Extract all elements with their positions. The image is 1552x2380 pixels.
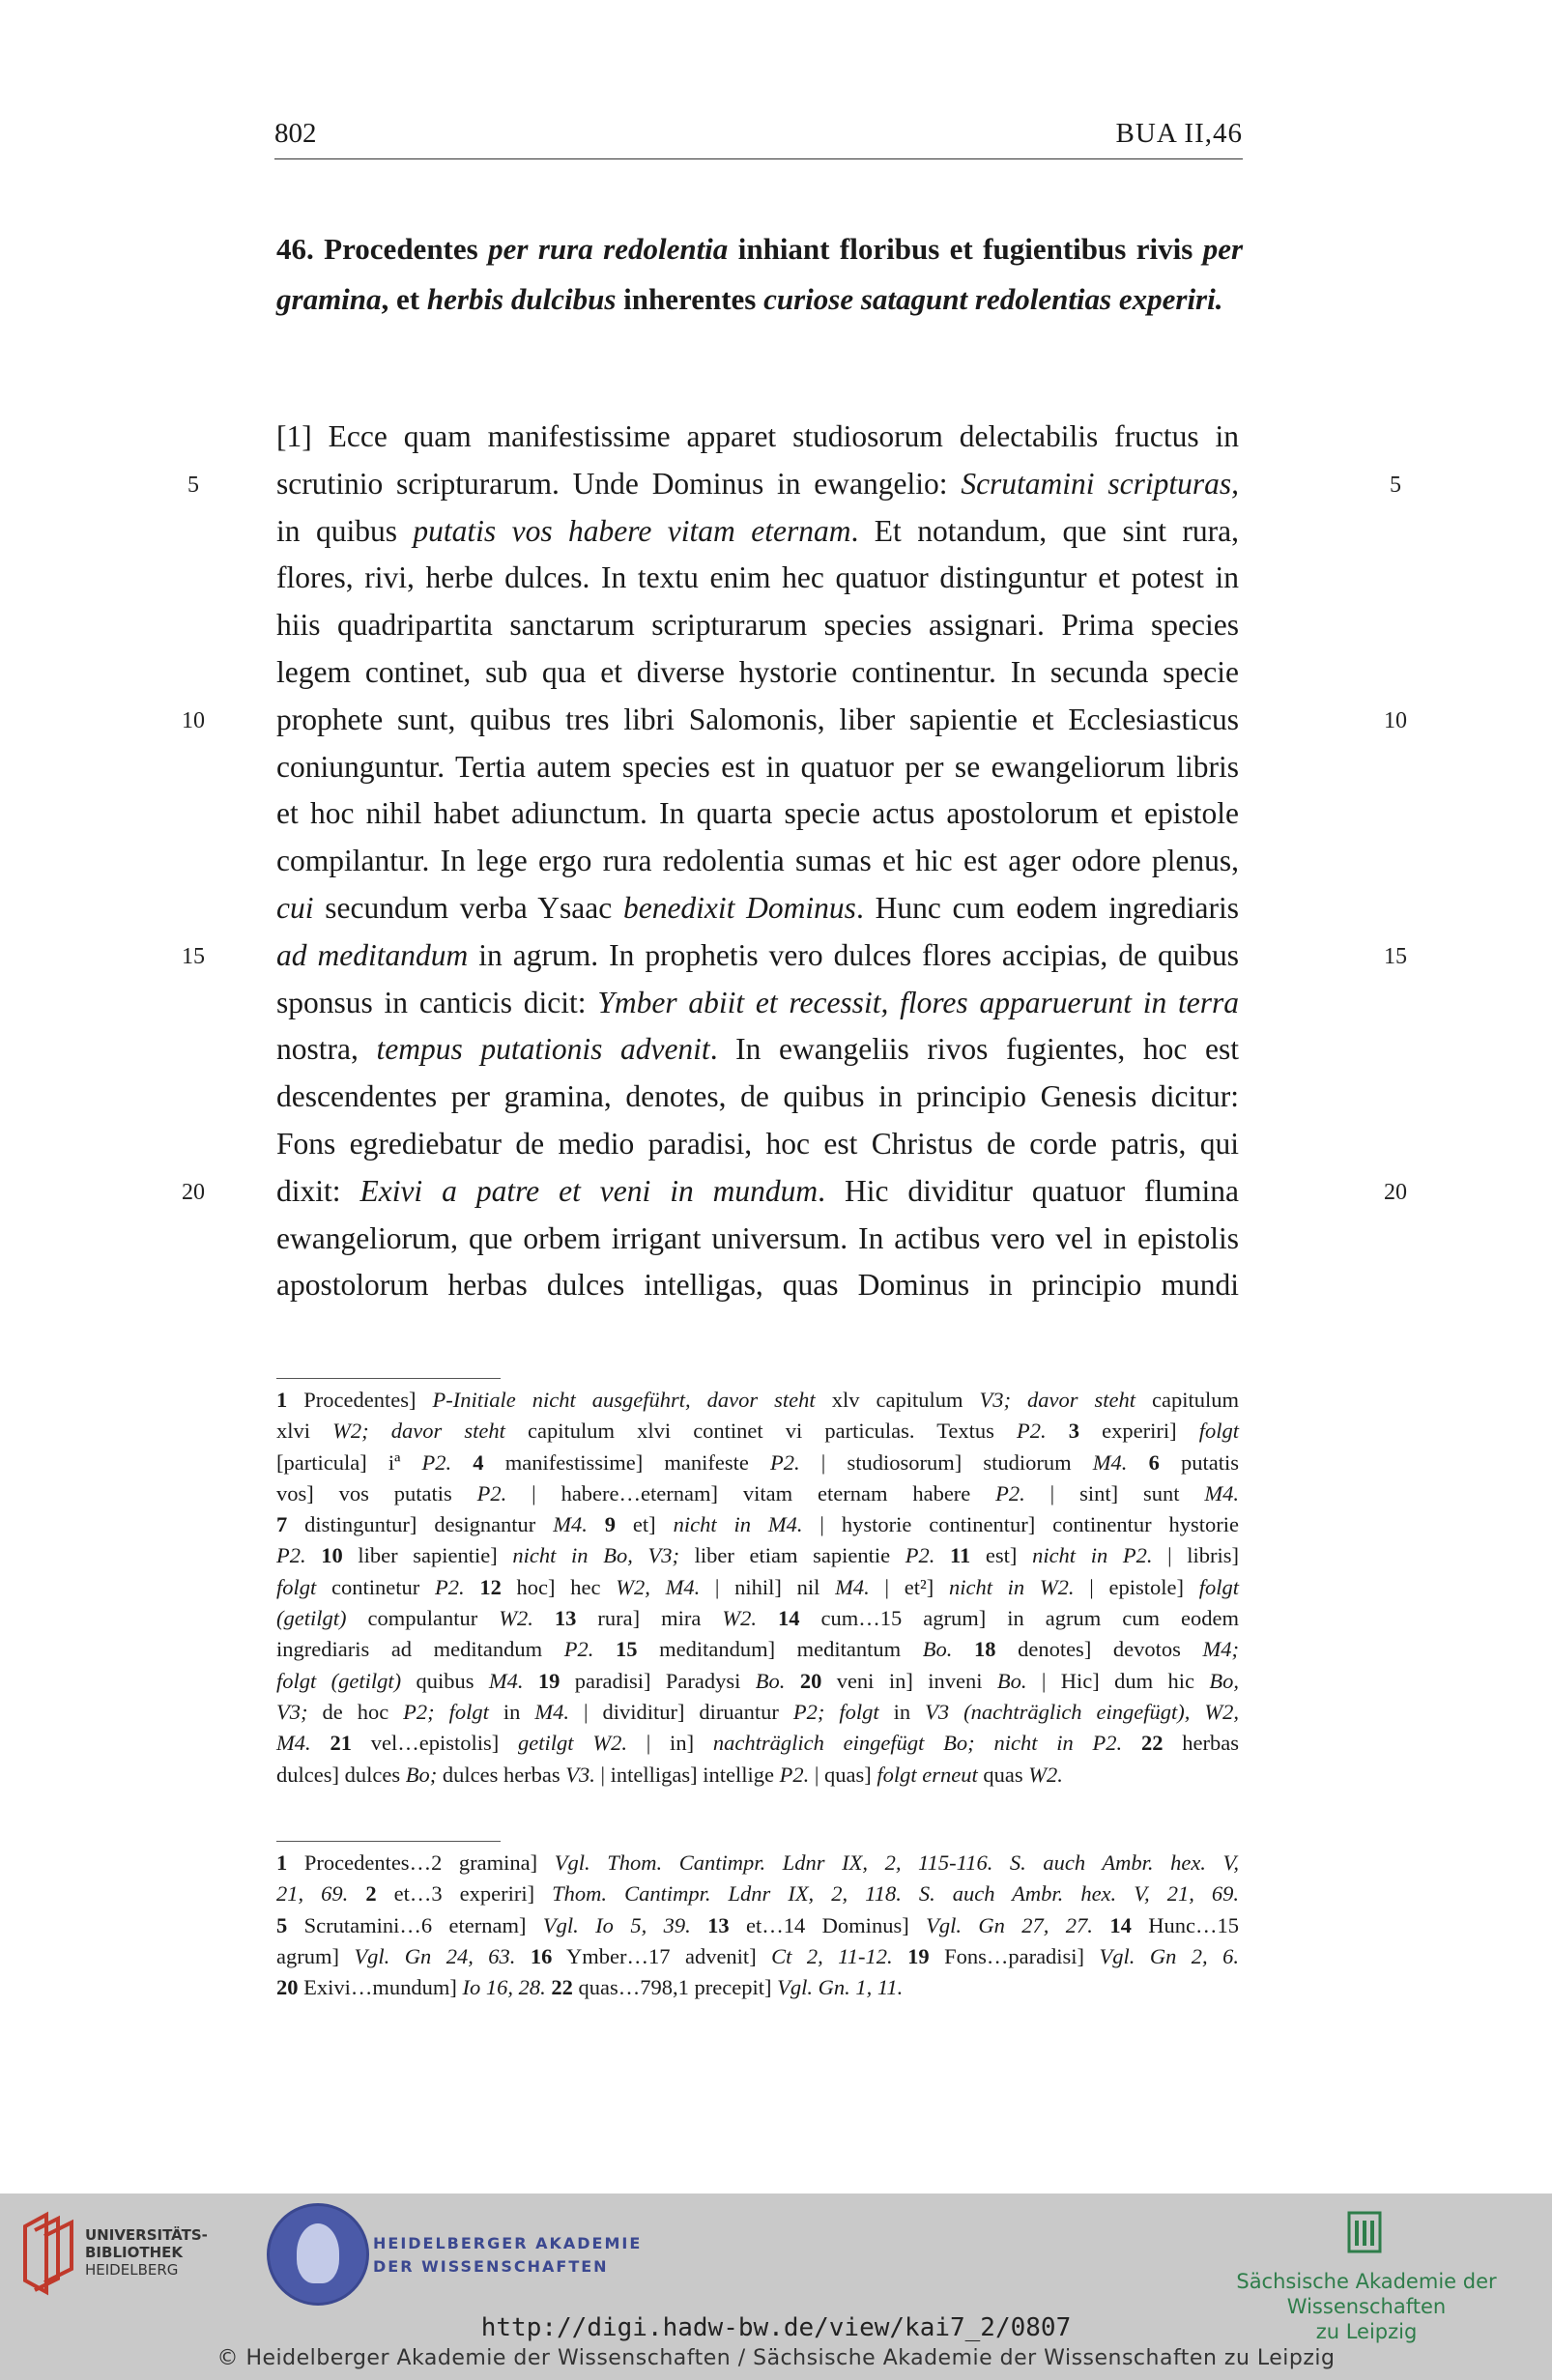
italic-text-run: Vgl. Gn 24, 63. [354, 1943, 516, 1968]
line-number-left: 20 [182, 1180, 205, 1205]
text-line [276, 980, 1239, 1027]
text-line [276, 1121, 1239, 1168]
text-line [276, 932, 1239, 980]
text-run: Scrutamini…6 eternam] [287, 1912, 543, 1937]
text-run: | libris] [1152, 1543, 1240, 1568]
italic-text-run: nicht in M4. [673, 1512, 803, 1537]
italic-text-run: M4. [488, 1668, 524, 1693]
italic-text-run: P2. [769, 1449, 800, 1475]
italic-text-run: W2; davor steht [332, 1419, 505, 1444]
text-run: liber etiam sapientie [678, 1543, 905, 1568]
text-run: | intelligas] intellige [594, 1762, 780, 1787]
note-line-ref: 14 [778, 1606, 800, 1631]
text-line [276, 1168, 1239, 1216]
italic-text-run: per rura redolentia [488, 232, 729, 266]
text-run: flores, rivi, herbe dulces. In textu enim hec quatuor distinguntur et potest in [276, 560, 1239, 595]
text-line [276, 790, 1239, 838]
text-run: quas…798,1 precepit] [572, 1975, 778, 2000]
text-run: . Hunc cum eodem ingrediaris [855, 890, 1239, 925]
note-line-ref: 7 [276, 1512, 288, 1537]
text-run [1122, 1731, 1141, 1755]
copyright-notice: © Heidelberger Akademie der Wissenschaften / Sächsische Akademie der Wissenschaften zu Leipzig [216, 2346, 1336, 2370]
italic-text-run: Vgl. Gn. 1, 11. [777, 1975, 904, 2000]
note-line-ref: 16 [530, 1943, 553, 1968]
text-run: | quas] [809, 1762, 877, 1787]
footer-banner [0, 2194, 1552, 2380]
text-run: | epistole] [1074, 1574, 1199, 1599]
text-run: est] [970, 1543, 1033, 1568]
hadw-name-line: DER WISSENSCHAFTEN [373, 2257, 609, 2276]
line-number-right: 5 [1390, 473, 1401, 498]
text-run: meditandum] meditantum [637, 1637, 923, 1662]
text-run: Ymber…17 advenit] [552, 1943, 772, 1968]
note-line [276, 1416, 1239, 1447]
italic-text-run: curiose satagunt redolentias experiri. [763, 282, 1223, 316]
text-line [276, 1026, 1239, 1074]
text-run: herbas [1163, 1731, 1240, 1756]
note-line-ref: 1 [276, 1388, 288, 1412]
text-run: capitulum [1135, 1388, 1240, 1412]
italic-text-run: P2. [1017, 1419, 1047, 1444]
text-run: compilantur. In lege ergo rura redolentia sumas et hic est ager odore plenus, [276, 844, 1239, 878]
note-line [276, 1448, 1239, 1478]
note-line-ref: 19 [907, 1943, 930, 1968]
italic-text-run: nachträglich eingefügt Bo; nicht in P2. [712, 1731, 1123, 1756]
note-line-ref: 11 [950, 1543, 971, 1568]
text-line [276, 1216, 1239, 1263]
line-number-right: 15 [1384, 944, 1407, 969]
ub-name-line: UNIVERSITÄTS- [85, 2226, 208, 2244]
hadw-logo[interactable] [267, 2203, 653, 2309]
hadw-name-line: HEIDELBERGER AKADEMIE [373, 2234, 643, 2252]
note-line-ref: 9 [604, 1512, 617, 1537]
italic-text-run: Bo. [922, 1637, 953, 1662]
text-run: Fons egrediebatur de medio paradisi, hoc est Christus de corde patris, qui [276, 1126, 1239, 1161]
text-line [276, 697, 1239, 744]
italic-text-run: per gramina [276, 232, 1244, 316]
italic-text-run: Vgl. Io 5, 39. [542, 1912, 691, 1937]
italic-text-run: nicht in P2. [1032, 1543, 1153, 1568]
text-run: agrum] [276, 1943, 355, 1968]
text-run [1093, 1913, 1109, 1937]
text-run: | nihil] nil [700, 1574, 836, 1599]
ub-name-line: HEIDELBERG [85, 2261, 179, 2279]
italic-text-run: W2. [1028, 1762, 1063, 1787]
note-line-ref: 10 [321, 1543, 343, 1568]
text-run [593, 1637, 616, 1661]
text-run: | dividitur] diruantur [569, 1699, 793, 1724]
text-run: | sint] sunt [1024, 1480, 1205, 1505]
note-line-ref: 2 [365, 1881, 377, 1907]
italic-text-run: nicht in Bo, V3; [512, 1543, 679, 1568]
note-line [276, 1910, 1239, 1941]
apparatus-divider [276, 1378, 501, 1379]
text-run: Procedentes] [287, 1388, 433, 1412]
note-line-ref: 21 [330, 1731, 352, 1756]
text-line [276, 508, 1239, 556]
text-run: compulantur [346, 1606, 500, 1631]
source-apparatus [276, 1848, 1239, 2003]
note-line-ref: 12 [479, 1574, 502, 1599]
italic-text-run: nicht in W2. [948, 1574, 1075, 1599]
text-run [465, 1575, 480, 1599]
note-line [276, 1572, 1239, 1603]
italic-text-run: getilgt W2. [518, 1731, 627, 1756]
text-run: in [488, 1699, 535, 1724]
italic-text-run: P2. [421, 1449, 452, 1475]
text-run: | in] [626, 1731, 713, 1756]
note-line [276, 1848, 1239, 1878]
saw-name-line: zu Leipzig [1315, 2320, 1418, 2343]
text-run: apostolorum herbas dulces intelligas, quas Dominus in principio mundi [276, 1268, 1239, 1303]
text-run: et] [616, 1512, 674, 1537]
note-line-ref: 18 [973, 1637, 996, 1662]
line-number-left: 15 [182, 944, 205, 969]
note-line [276, 1666, 1239, 1697]
italic-text-run: folgt erneut [877, 1762, 978, 1787]
text-run: hiis quadripartita sanctarum scripturarum species assignari. Prima species [276, 608, 1239, 643]
text-run [306, 1543, 322, 1567]
note-line [276, 1603, 1239, 1634]
text-run: vos] vos putatis [276, 1480, 477, 1505]
italic-text-run: M4. [553, 1512, 588, 1537]
text-run: nostra, [276, 1032, 377, 1067]
text-run: coniunguntur. Tertia autem species est in quatuor per se ewangeliorum libris [276, 749, 1239, 784]
text-line [276, 1074, 1239, 1121]
italic-text-run: Bo; [405, 1762, 438, 1787]
italic-text-run: Exivi a patre et veni in mundum [359, 1173, 819, 1208]
text-run [533, 1606, 555, 1630]
ub-logo-icon [19, 2211, 79, 2296]
italic-text-run: putatis vos habere vitam eternam [413, 513, 851, 548]
text-run: cum…15 agrum] in agrum cum eodem [799, 1606, 1239, 1631]
note-line-ref: 5 [276, 1912, 288, 1937]
italic-text-run: ad meditandum [276, 937, 469, 972]
note-line [276, 1478, 1239, 1509]
ub-heidelberg-logo[interactable] [19, 2211, 222, 2298]
text-run: xlv capitulum [815, 1388, 980, 1412]
note-line [276, 1634, 1239, 1665]
note-line [276, 1760, 1239, 1791]
italic-text-run: M4; [1202, 1637, 1240, 1662]
italic-text-run: Bo, [1209, 1668, 1239, 1693]
text-line [276, 838, 1239, 885]
text-run [348, 1881, 365, 1906]
text-line [276, 744, 1239, 791]
text-run: capitulum xlvi continet vi particulas. Textus [504, 1419, 1017, 1444]
italic-text-run: folgt [1198, 1574, 1239, 1599]
chapter-heading-text [276, 232, 1243, 316]
italic-text-run: folgt [1198, 1419, 1239, 1444]
text-run: paradisi] Paradysi [560, 1668, 756, 1693]
sources-divider [276, 1841, 501, 1842]
text-run: secundum verba Ysaac [313, 890, 623, 925]
text-run [1127, 1450, 1148, 1475]
italic-text-run: W2. [499, 1606, 533, 1631]
text-run [934, 1543, 950, 1567]
italic-text-run: Thom. Cantimpr. Ldnr IX, 2, 118. S. auch Ambr. hex. V, 21, 69. [552, 1881, 1240, 1907]
note-line [276, 1972, 1239, 2003]
text-run: | et²] [869, 1574, 949, 1599]
note-line-ref: 13 [554, 1606, 577, 1631]
text-run: Procedentes…2 gramina] [287, 1850, 555, 1875]
note-line-ref: 15 [615, 1637, 638, 1662]
saw-leipzig-logo[interactable] [1202, 2211, 1531, 2343]
italic-text-run: Vgl. Gn 27, 27. [926, 1912, 1093, 1937]
italic-text-run: V3; davor steht [979, 1388, 1135, 1412]
line-number-right: 20 [1384, 1180, 1407, 1205]
italic-text-run: M4. [835, 1574, 870, 1599]
italic-text-run: M4. [276, 1731, 311, 1756]
italic-text-run: V3. [565, 1762, 595, 1787]
italic-text-run: Io 16, 28. [462, 1975, 546, 2000]
note-line [276, 1509, 1239, 1540]
italic-text-run: P2; folgt [403, 1699, 489, 1724]
italic-text-run: P2. [779, 1762, 810, 1787]
text-run [893, 1944, 907, 1968]
italic-text-run: M4. [534, 1699, 569, 1724]
text-run: denotes] devotos [995, 1637, 1203, 1662]
text-run: inherentes [616, 282, 764, 316]
text-run [757, 1606, 778, 1630]
text-run: manifestissime] manifeste [483, 1449, 770, 1475]
note-line-ref: 6 [1148, 1449, 1160, 1475]
note-line [276, 1385, 1239, 1416]
text-run: dulces herbas [437, 1762, 566, 1787]
note-line-ref: 3 [1068, 1419, 1079, 1444]
text-run: , et [381, 282, 427, 316]
italic-text-run: P2. [434, 1574, 465, 1599]
text-line [276, 602, 1239, 649]
italic-text-run: Scrutamini scripturas, [961, 466, 1240, 501]
text-run: [particula] iª [276, 1449, 422, 1475]
text-run: et hoc nihil habet adiunctum. In quarta specie actus apostolorum et epistole [276, 796, 1239, 831]
text-run: in quibus [276, 513, 414, 548]
text-run [524, 1669, 538, 1693]
text-run: in [878, 1699, 926, 1724]
note-line-ref: 22 [551, 1975, 573, 2000]
line-number-left: 10 [182, 708, 205, 733]
text-run: experiri] [1079, 1419, 1199, 1444]
text-run: quas [977, 1762, 1029, 1787]
text-run: | hystorie continentur] continentur hystorie [802, 1512, 1239, 1537]
athena-seal-icon [267, 2203, 369, 2306]
text-run: liber sapientie] [342, 1543, 513, 1568]
text-run: sponsus in canticis dicit: [276, 985, 598, 1019]
italic-text-run: Ymber abiit et recessit, flores apparuerunt in terra [597, 985, 1239, 1019]
italic-text-run: folgt (getilgt) [276, 1668, 402, 1693]
permalink-url[interactable]: http://digi.hadw-bw.de/view/kai7_2/0807 [480, 2313, 1072, 2342]
italic-text-run: P2; folgt [792, 1699, 879, 1724]
text-run: ingrediaris ad meditandum [276, 1637, 564, 1662]
text-run: in agrum. In prophetis vero dulces flores accipias, de quibus [468, 937, 1240, 972]
italic-text-run: Ct 2, 11-12. [771, 1943, 893, 1968]
text-run: | Hic] dum hic [1026, 1668, 1210, 1693]
italic-text-run: P2. [476, 1480, 507, 1505]
italic-text-run: P2. [905, 1543, 935, 1568]
text-run: Fons…paradisi] [929, 1943, 1100, 1968]
italic-text-run: (getilgt) [276, 1606, 347, 1631]
text-line [276, 461, 1239, 508]
note-line-ref: 1 [276, 1850, 288, 1875]
text-line [276, 885, 1239, 932]
italic-text-run: benedixit Dominus [622, 890, 856, 925]
italic-text-run: 21, 69. [276, 1881, 349, 1907]
text-line [276, 414, 1239, 461]
note-line [276, 1878, 1239, 1909]
italic-text-run: Bo. [996, 1668, 1027, 1693]
text-run: et…3 experiri] [376, 1881, 553, 1907]
text-run: dixit: [276, 1173, 360, 1208]
text-run: descendentes per gramina, denotes, de quibus in principio Genesis dicitur: [276, 1079, 1239, 1114]
text-run: inhiant floribus et fugientibus rivis [728, 232, 1203, 266]
note-line-ref: 20 [799, 1668, 822, 1693]
italic-text-run: cui [276, 890, 314, 925]
text-run [588, 1512, 605, 1536]
running-header [274, 114, 1243, 159]
chapter-number: 46. [276, 232, 314, 266]
italic-text-run: M4. [1092, 1449, 1128, 1475]
line-number-right: 10 [1384, 708, 1407, 733]
text-run [691, 1913, 707, 1937]
text-run: [1] Ecce quam manifestissime apparet studiosorum delectabilis fructus in [276, 419, 1239, 453]
italic-text-run: W2, M4. [616, 1574, 701, 1599]
text-run: Hunc…15 [1131, 1912, 1239, 1937]
text-run: Exivi…mundum] [298, 1975, 463, 2000]
text-run: ewangeliorum, que orbem irrigant universum. In actibus vero vel in epistolis [276, 1220, 1239, 1255]
text-run: scrutinio scripturarum. Unde Dominus in ewangelio: [276, 466, 962, 501]
note-line-ref: 20 [276, 1975, 299, 2000]
text-run [451, 1450, 473, 1475]
chapter-heading [276, 224, 1243, 325]
italic-text-run: W2. [722, 1606, 757, 1631]
text-run: prophete sunt, quibus tres libri Salomonis, liber sapientie et Ecclesiasticus [276, 702, 1239, 736]
italic-text-run: folgt [276, 1574, 317, 1599]
main-text [276, 414, 1239, 1309]
note-line [276, 1540, 1239, 1571]
text-run: continetur [316, 1574, 435, 1599]
italic-text-run: tempus putationis advenit [376, 1032, 710, 1067]
text-run: | studiosorum] studiorum [799, 1449, 1093, 1475]
text-run: distinguntur] designantur [287, 1512, 554, 1537]
text-run: | habere…eternam] vitam eternam habere [506, 1480, 996, 1505]
note-line-ref: 14 [1109, 1912, 1132, 1937]
section-reference: BUA II,46 [1115, 118, 1243, 149]
text-run: de hoc [307, 1699, 404, 1724]
text-run: vel…epistolis] [351, 1731, 519, 1756]
text-line [276, 649, 1239, 697]
italic-text-run: M4. [1204, 1480, 1239, 1505]
text-run: quibus [401, 1668, 489, 1693]
text-run: . Hic dividitur quatuor flumina [818, 1173, 1239, 1208]
italic-text-run: P2. [276, 1543, 306, 1568]
note-line-ref: 19 [537, 1668, 560, 1693]
italic-text-run: V3; [276, 1699, 308, 1724]
text-run [1047, 1419, 1069, 1443]
building-icon [1347, 2211, 1382, 2253]
text-run: dulces] dulces [276, 1762, 406, 1787]
saw-name-line: Sächsische Akademie der Wissenschaften [1236, 2270, 1497, 2318]
note-line [276, 1941, 1239, 1972]
italic-text-run: Vgl. Gn 2, 6. [1099, 1943, 1240, 1968]
text-run: legem continet, sub qua et diverse hystorie continentur. In secunda specie [276, 654, 1239, 689]
italic-text-run: P2. [995, 1480, 1025, 1505]
text-run [311, 1731, 331, 1755]
text-run: hoc] hec [501, 1574, 617, 1599]
note-line [276, 1697, 1239, 1728]
text-run: Procedentes [313, 232, 489, 266]
text-run: rura] mira [576, 1606, 723, 1631]
text-run: et…14 Dominus] [729, 1912, 927, 1937]
italic-text-run: P2. [563, 1637, 594, 1662]
note-line [276, 1728, 1239, 1759]
line-number-left: 5 [187, 473, 199, 498]
text-run: putatis [1159, 1449, 1240, 1475]
text-run: veni in] inveni [821, 1668, 997, 1693]
page-number: 802 [274, 118, 317, 149]
text-line [276, 555, 1239, 602]
italic-text-run: Vgl. Thom. Cantimpr. Ldnr IX, 2, 115-116. S. auch Ambr. hex. V, [554, 1850, 1240, 1875]
italic-text-run: V3 (nachträglich eingefügt), W2, [925, 1699, 1239, 1724]
italic-text-run: Bo. [755, 1668, 786, 1693]
text-run [952, 1637, 974, 1661]
note-line-ref: 4 [473, 1449, 484, 1475]
note-line-ref: 13 [707, 1912, 730, 1937]
text-run: . In ewangeliis rivos fugientes, hoc est [709, 1032, 1239, 1067]
text-run [515, 1944, 530, 1968]
italic-text-run: P-Initiale nicht ausgeführt, davor steht [432, 1388, 816, 1412]
text-run: xlvi [276, 1419, 333, 1444]
critical-apparatus [276, 1385, 1239, 1791]
text-run: . Et notandum, que sint rura, [850, 513, 1239, 548]
italic-text-run: herbis dulcibus [426, 282, 617, 316]
text-run [785, 1669, 799, 1693]
text-line [276, 1262, 1239, 1309]
note-line-ref: 22 [1141, 1731, 1164, 1756]
ub-name-line: BIBLIOTHEK [85, 2244, 183, 2261]
